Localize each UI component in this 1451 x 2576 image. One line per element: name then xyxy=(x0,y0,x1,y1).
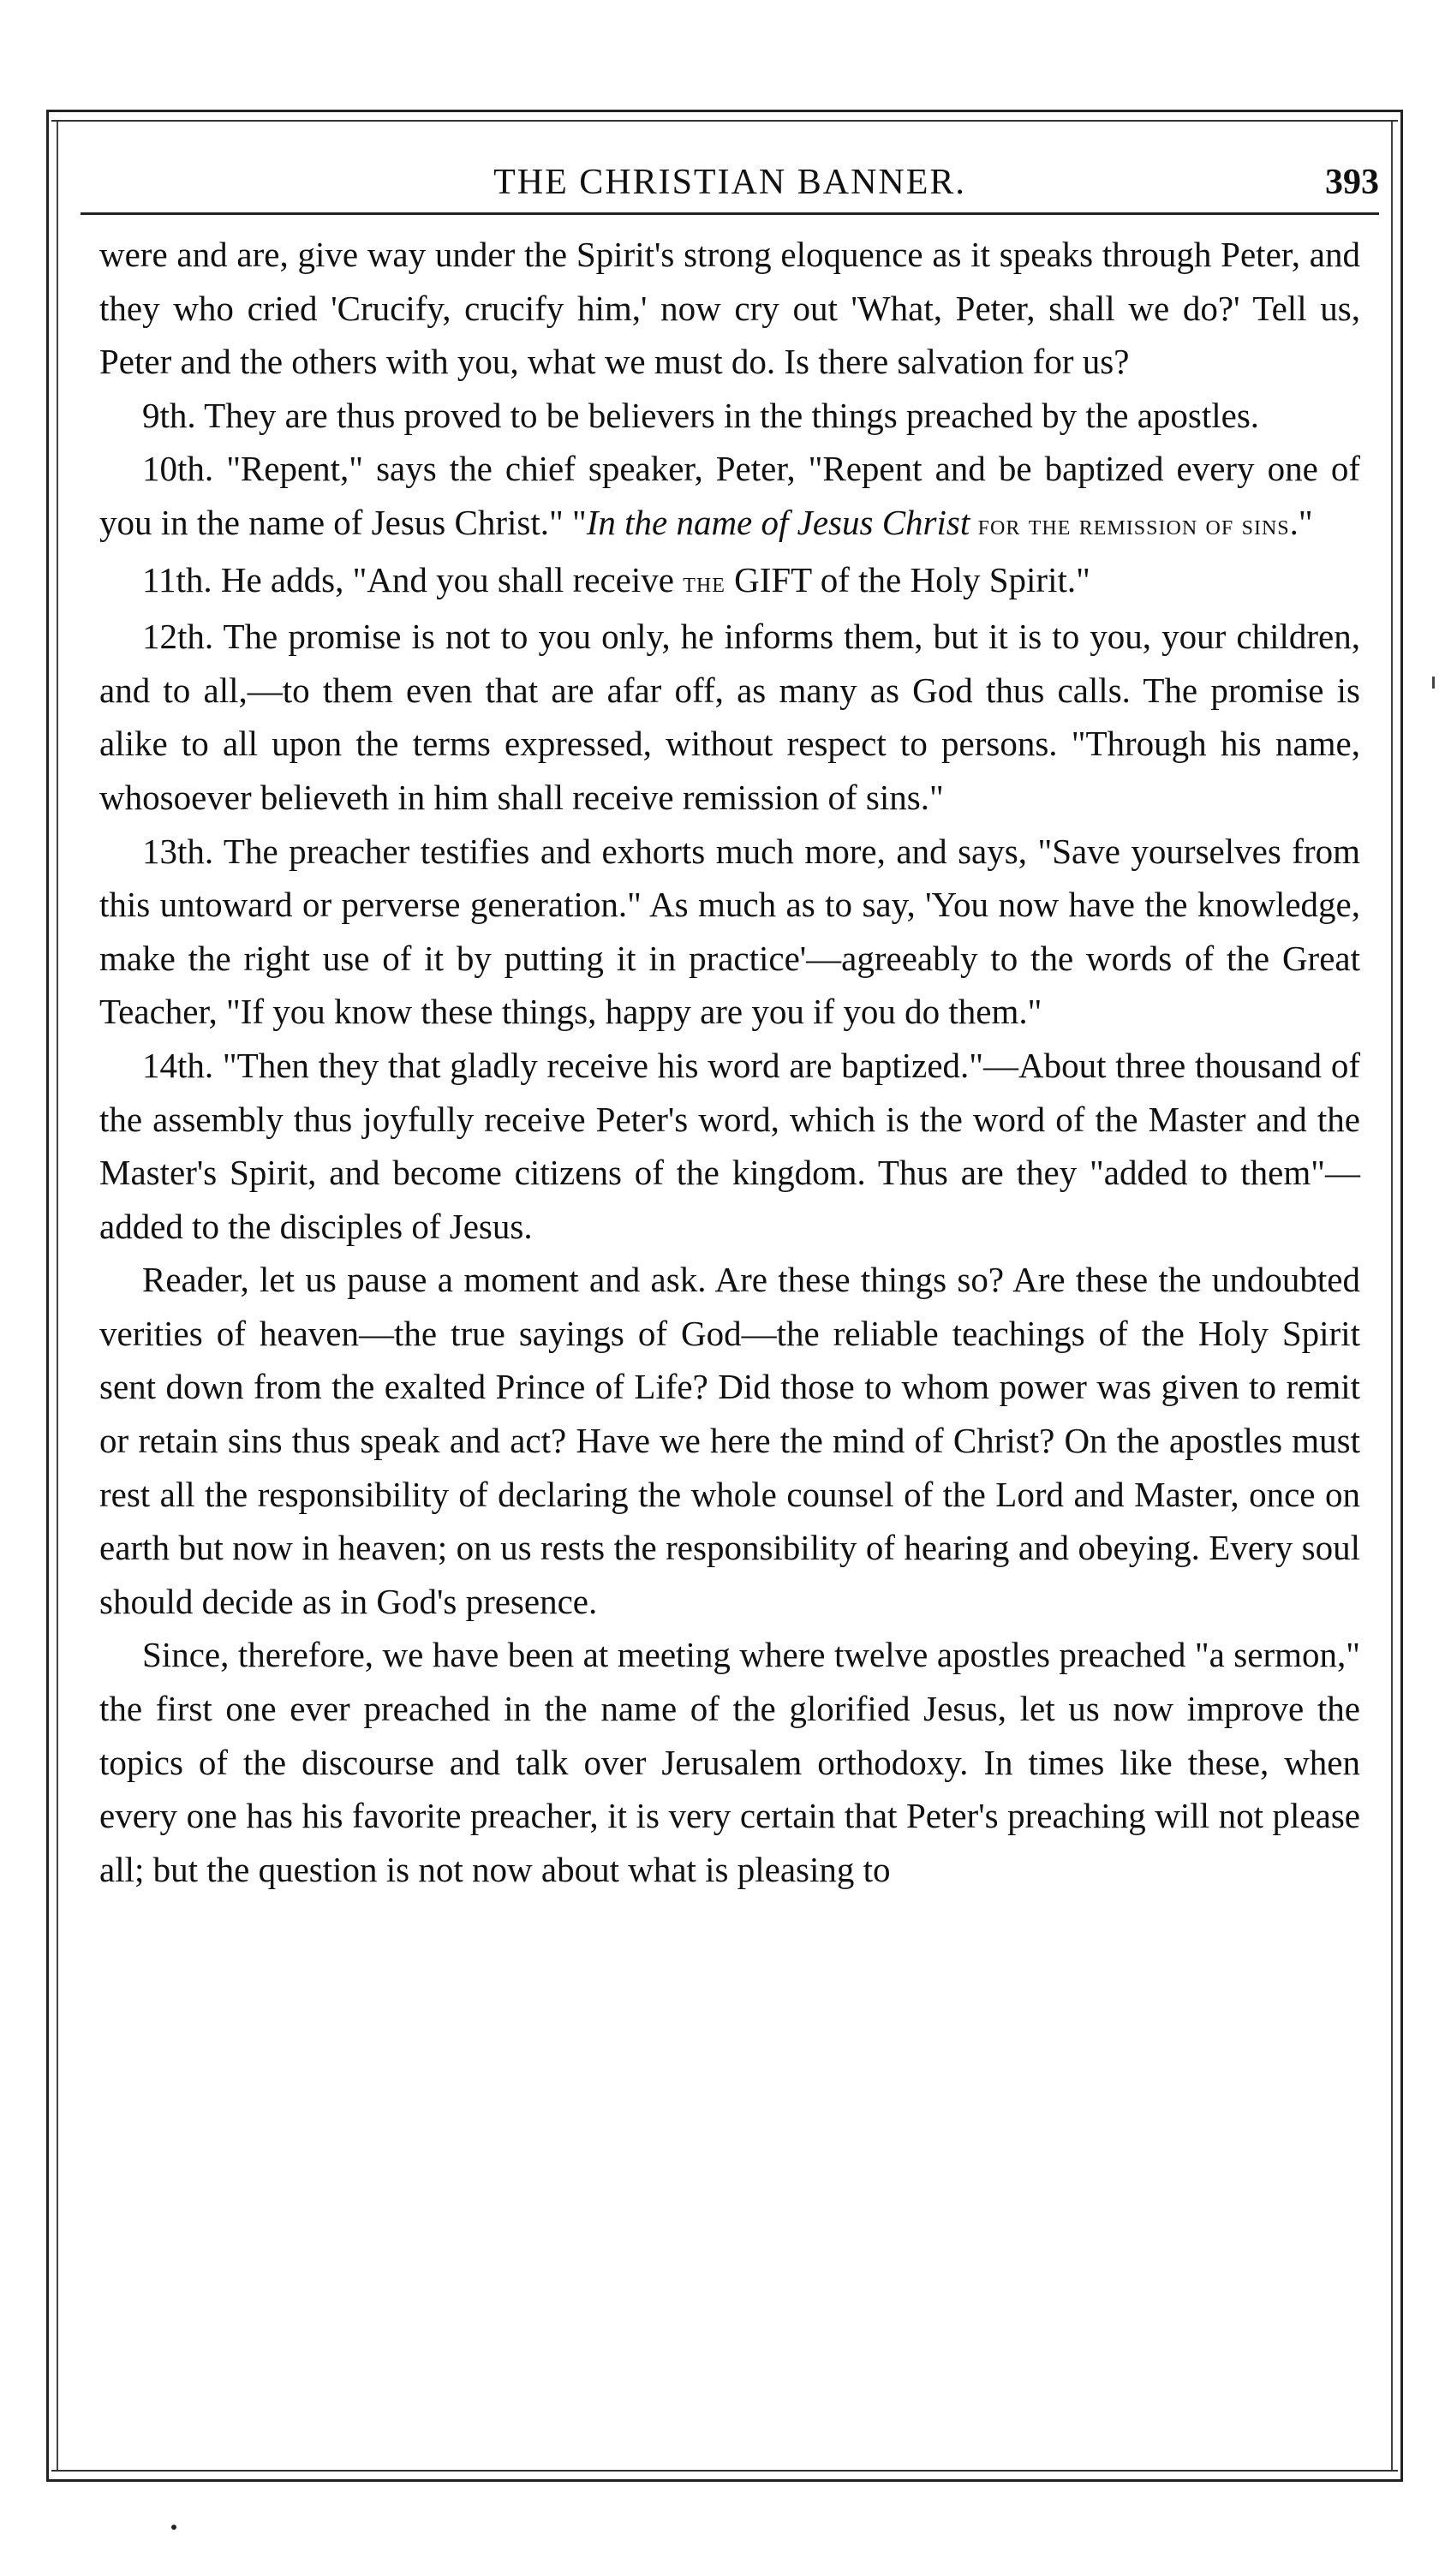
border-rule-top-inner xyxy=(51,120,1398,122)
paragraph-reader: Reader, let us pause a moment and ask. Are these things so? Are these the undoubted verities of heaven—the true sayings of God—the reliable teachings of the Holy Spirit sent down from the exalted Prince of Life? Did those to whom power was given to remit or retain sins thus speak and act? Have we here the mind of Christ? On the apostles must rest all the responsibility of declaring the whole counsel of the Lord and Master, once on earth but now in heaven; on us rests the responsibility of hearing and obeying. Every soul should decide as in God's presence. xyxy=(99,1260,1360,1621)
paragraph-9th: 9th. They are thus proved to be believers in the things preached by the apostles. xyxy=(142,395,1260,435)
paragraph-12th: 12th. The promise is not to you only, he informs them, but it is to you, your children, and to all,—to them even that are afar off, as many as God thus calls. The promise is alike to all upon the terms expressed, without respect to persons. "Through his name, whosoever believeth in him shall receive remission of sins." xyxy=(99,617,1360,817)
border-rule-bottom-inner xyxy=(51,2470,1398,2472)
paragraph-10th xyxy=(99,442,1360,552)
border-rule-bottom-outer xyxy=(46,2479,1403,2482)
page-border xyxy=(46,110,1403,2482)
paragraph-11th xyxy=(99,553,1360,611)
border-rule-right-outer xyxy=(1400,110,1403,2482)
paragraph-since: Since, therefore, we have been at meeting where twelve apostles preached "a sermon," the first one ever preached in the name of the glorified Jesus, let us now improve the topics of the discourse and talk over Jerusalem orthodoxy. In times like these, when every one has his favorite preacher, it is very certain that Peter's preaching will not please all; but the question is not now about what is pleasing to xyxy=(99,1635,1360,1889)
paragraph-11th-tail: GIFT of the Holy Spirit." xyxy=(725,559,1090,599)
paragraph-10th-italic: In the name of Jesus Christ xyxy=(586,502,970,542)
paragraph-14th: 14th. "Then they that gladly receive his word are baptized."—About three thousand of the assembly thus joyfully receive Peter's word, which is the word of the Master and the Master's Spirit, and become citizens of the kingdom. Thus are they "added to them"—added to the disciples of Jesus. xyxy=(99,1045,1360,1246)
paragraph-10th-smallcaps: for the remission of sins xyxy=(970,509,1290,541)
stray-mark-dot xyxy=(171,2525,176,2530)
page-number: 393 xyxy=(1325,163,1379,202)
paragraph-10th-lead: 10th. "Repent," says the chief speaker, Peter, "Repent and be baptized every one of you in the name of Jesus Christ." " xyxy=(99,449,1360,542)
page-title: THE CHRISTIAN BANNER. xyxy=(493,163,966,202)
article-body xyxy=(99,228,1360,1896)
header-divider xyxy=(81,212,1379,215)
running-header xyxy=(81,152,1379,212)
border-rule-right-inner xyxy=(1391,122,1393,2470)
border-rule-top-outer xyxy=(46,110,1403,112)
border-rule-left-inner xyxy=(57,122,58,2470)
border-rule-left-outer xyxy=(46,110,49,2482)
paragraph-11th-lead: 11th. He adds, "And you shall receive xyxy=(142,559,684,599)
paragraph-10th-tail: ." xyxy=(1289,502,1313,542)
paragraph-13th: 13th. The preacher testifies and exhorts much more, and says, "Save yourselves from this untoward or perverse generation." As much as to say, 'You now have the knowledge, make the right use of it by putting it in practice'—agreeably to the words of the Great Teacher, "If you know these things, happy are you if you do them." xyxy=(99,831,1360,1032)
paragraph-11th-smallcaps: the xyxy=(683,566,726,599)
paragraph-continued: were and are, give way under the Spirit's strong eloquence as it speaks through Peter, and they who cried 'Crucify, crucify him,' now cry out 'What, Peter, shall we do?' Tell us, Peter and the others with you, what we must do. Is there salvation for us? xyxy=(99,235,1360,382)
stray-mark-tick xyxy=(1432,677,1435,689)
